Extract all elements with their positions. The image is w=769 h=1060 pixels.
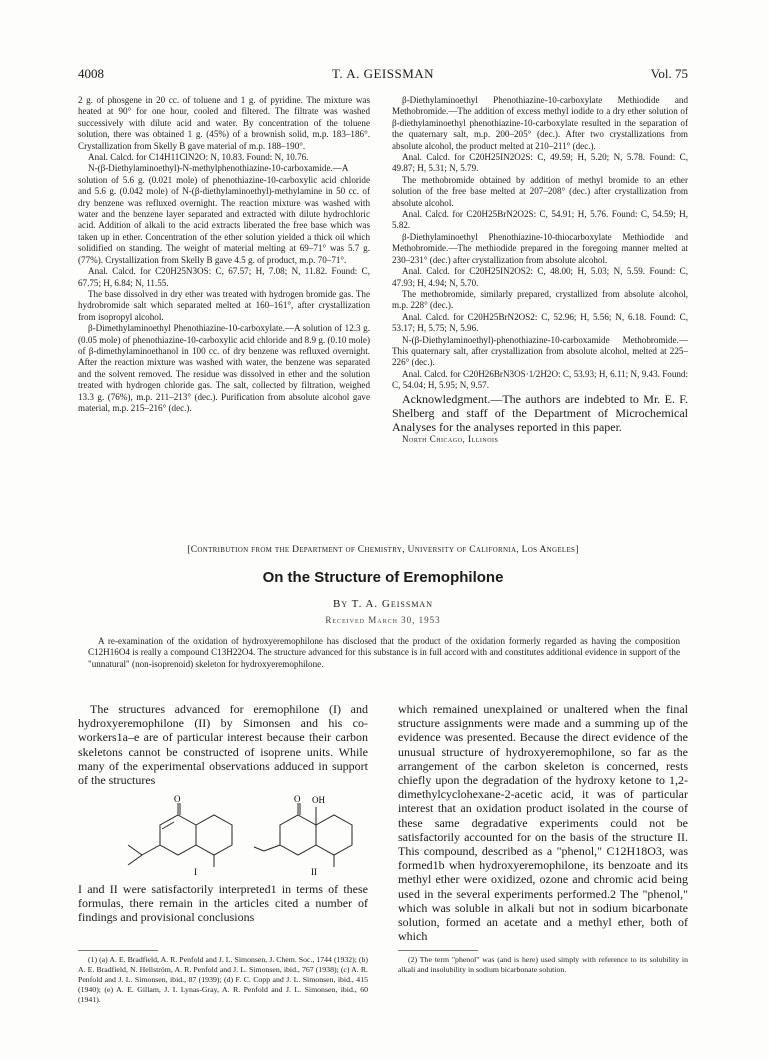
paragraph: The methobromide, similarly prepared, crystallized from absolute alcohol, m.p. 228° (dec.). [392, 288, 688, 311]
acknowledgment: Acknowledgment.—The authors are indebted to Mr. E. F. Shelberg and staff of the Department of Microchemical Analyses for the analyses reported in this paper. [392, 391, 688, 434]
structure-figure [78, 793, 368, 877]
paragraph: β-Dimethylaminoethyl Phenothiazine-10-carboxylate.—A solution of 12.3 g. (0.05 mole) of phenothiazine-10-carboxylic acid chloride and 8.9 g. (0.10 mole) of β-dimethylaminoethanol in 100 cc. of dry benzene was refluxed overnight. After the reaction mixture was washed with water, the benzene was separated and the solvent removed. The residue was dissolved in ether and the solution treated with hydrogen chloride gas. The salt, collected by filtration, weighed 13.3 g. (76%), m.p. 211–213° (dec.). Purification from absolute alcohol gave material, m.p. 215–216° (dec.). [78, 323, 370, 413]
analysis-line: Anal. Calcd. for C20H25BrN2O2S: C, 54.91; H, 5.76. Found: C, 54.59; H, 5.82. [392, 209, 688, 231]
body-left-part-2: I and II were satisfactorily interpreted1 in terms of these formulas, there remain in the articles cited a number of findings and provisional conclusions [78, 882, 368, 925]
paragraph: 2 g. of phosgene in 20 cc. of toluene and 1 g. of pyridine. The mixture was heated at 90° for one hour, cooled and filtered. The filtrate was washed successively with dilute acid and water. By concentration of the toluene solution, there was obtained 1 g. (45%) of a brownish solid, m.p. 183–186°. Crystallization from Skelly B gave material of m.p. 188–190°. [78, 95, 370, 151]
analysis-line: Anal. Calcd. for C14H11ClN2O: N, 10.83. Found: N, 10.76. [88, 152, 309, 163]
analysis-line: Anal. Calcd. for C20H26BrN3OS·1/2H2O: C, 53.93; H, 6.11; N, 9.43. Found: C, 54.04; H, 5.95; N, 9.57. [392, 368, 688, 391]
page-header [78, 66, 688, 82]
analysis-line: Anal. Calcd. for C20H25N3OS: C, 67.57; H, 7.08; N, 11.82. Found: C, 67.75; H, 6.84; N, 11.55. [78, 266, 370, 288]
top-right-column [392, 95, 688, 446]
body-left-part-1: The structures advanced for eremophilone (I) and hydroxyeremophilone (II) by Simonsen and his co-workers1a–e are of particular interest because their carbon skeletons cannot be constructed of isoprene units. While many of the experimental observations adduced in support of the structures [78, 702, 368, 788]
paragraph: N-(β-Diethylaminoethyl)-phenothiazine-10-carboxamide Methobromide.—This quaternary salt, after crystallization from absolute alcohol, melted at 225–226° (dec.). [392, 334, 688, 368]
structure-I-drawing [128, 803, 232, 867]
atom-OH-II: OH [312, 795, 325, 805]
structure-label-II: II [311, 867, 317, 877]
body-right-column: which remained unexplained or unaltered when the final structure assignments were made and a summing up of the evidence was presented. Because the direct evidence of the unusual structure of hydroxyeremophilone, so far as the arrangement of the carbon skeleton is concerned, rests chiefly upon the degradation of the hydroxy ketone to 1,2-dimethylcyclohexane-2-acetic acid, it was of particular interest that an oxidation product isolated in the course of these same degradative experiments could not be satisfactorily accounted for on the basis of the structure II. This compound, described as a "phenol," C12H18O3, was formed1b when hydroxyeremophilone, its benzoate and its methyl ether were oxidized, ozone and chromic acid being used in the several experiments performed.2 The "phenol," which was soluble in alkali but not in sodium bicarbonate solution, formed an acetate and a methyl ether, both of which [398, 702, 688, 944]
volume-label: Vol. 75 [650, 66, 688, 81]
running-head: T. A. GEISSMAN [331, 66, 435, 81]
paragraph: The methobromide obtained by addition of methyl bromide to an ether solution of the free base melted at 207–208° (dec.) after crystallization from absolute alcohol. [392, 174, 688, 208]
paragraph: N-(β-Diethylaminoethyl)-N-methylphenothiazine-10-carboxamide.—A solution of 5.6 g. (0.021 mole) of phenothiazine-10-carboxylic acid chloride and 5.6 g. (0.042 mole) of N-(β-diethylaminoethyl)-methylamine in 50 cc. of dry benzene was refluxed overnight. The reaction mixture was washed with water and the benzene layer separated and extracted with dilute hydrochloric acid. Addition of alkali to the acid extracts liberated the free base which was taken up in ether. Concentration of the ether solution yielded a thick oil which solidified on standing. The weight of material melting at 69–71° was 5.7 g. (77%). Crystallization from Skelly B gave 4.5 g. of product, m.p. 70–71°. [78, 163, 370, 265]
paragraph: The base dissolved in dry ether was treated with hydrogen bromide gas. The hydrobromide salt which separated melted at 160–161°, after crystallization from isopropyl alcohol. [78, 288, 370, 322]
footnote-1: (1) (a) A. E. Bradfield, A. R. Penfold and J. L. Simonsen, J. Chem. Soc., 1744 (1932); (b) A. E. Bradfield, N. Hellström, A. R. Penfold and J. L. Simonsen, ibid., 767 (1938); (c) A. R. Penfold and J. L. Simonsen, ibid., 87 (1939); (d) F. C. Copp and J. L. Simonsen, ibid., 415 (1940); (e) A. E. Gillam, J. I. Lynas-Gray, A. R. Penfold and J. L. Simonsen, ibid., 60 (1941). [78, 955, 368, 1004]
structure-diagram [78, 793, 368, 877]
byline: By T. A. Geissman [333, 598, 433, 610]
contribution-line: [Contribution from the Department of Chemistry, University of California, Los Angeles] [187, 545, 579, 555]
analysis-line: Anal. Calcd. for C20H25IN2O2S: C, 49.59; H, 5.20; N, 5.78. Found: C, 49.87; H, 5.31; N, 5.79. [392, 152, 688, 174]
footnote-rule [78, 950, 158, 951]
paragraph: β-Diethylaminoethyl Phenothiazine-10-thiocarboxylate Methiodide and Methobromide.—The methiodide prepared in the foregoing manner melted at 230–231° (dec.) after crystallization from absolute alcohol. [392, 231, 688, 265]
analysis-line: Anal. Calcd. for C20H25IN2OS2: C, 48.00; H, 5.03; N, 5.59. Found: C, 47.93; H, 4.94; N, 5.70. [392, 266, 688, 288]
article-title: On the Structure of Eremophilone [262, 569, 504, 586]
structure-label-I: I [194, 867, 197, 877]
analysis-line: Anal. Calcd. for C20H25BrN2OS2: C, 52.96; H, 5.56; N, 6.18. Found: C, 53.17; H, 5.75; N, 5.96. [392, 311, 688, 334]
structure-II-drawing [254, 803, 352, 867]
received-date: Received March 30, 1953 [325, 615, 441, 625]
atom-O-I: O [174, 794, 181, 804]
paragraph: β-Diethylaminoethyl Phenothiazine-10-carboxylate Methiodide and Methobromide.—The addition of excess methyl iodide to a dry ether solution of β-diethylaminoethyl phenothiazine-10-carboxylate resulted in the separation of the quaternary salt, m.p. 200–205° (dec.). After two crystallizations from absolute alcohol, the product melted at 210–211° (dec.). [392, 95, 688, 151]
page-number: 4008 [78, 66, 104, 81]
top-left-column [78, 95, 370, 414]
footnote-2: (2) The term "phenol" was (and is here) used simply with reference to its solubility in alkali and insolubility in sodium bicarbonate solution. [398, 955, 688, 974]
affiliation: North Chicago, Illinois [402, 434, 499, 445]
abstract: A re-examination of the oxidation of hydroxyeremophilone has disclosed that the product of the oxidation formerly regarded as having the composition C12H16O4 is really a compound C13H22O4. The structure advanced for this substance is in full accord with and constitutes additional evidence in support of the "unnatural" (non-isoprenoid) skeleton for hydroxyeremophilone. [88, 636, 680, 669]
atom-O-II: O [294, 794, 301, 804]
footnote-rule [398, 950, 478, 951]
